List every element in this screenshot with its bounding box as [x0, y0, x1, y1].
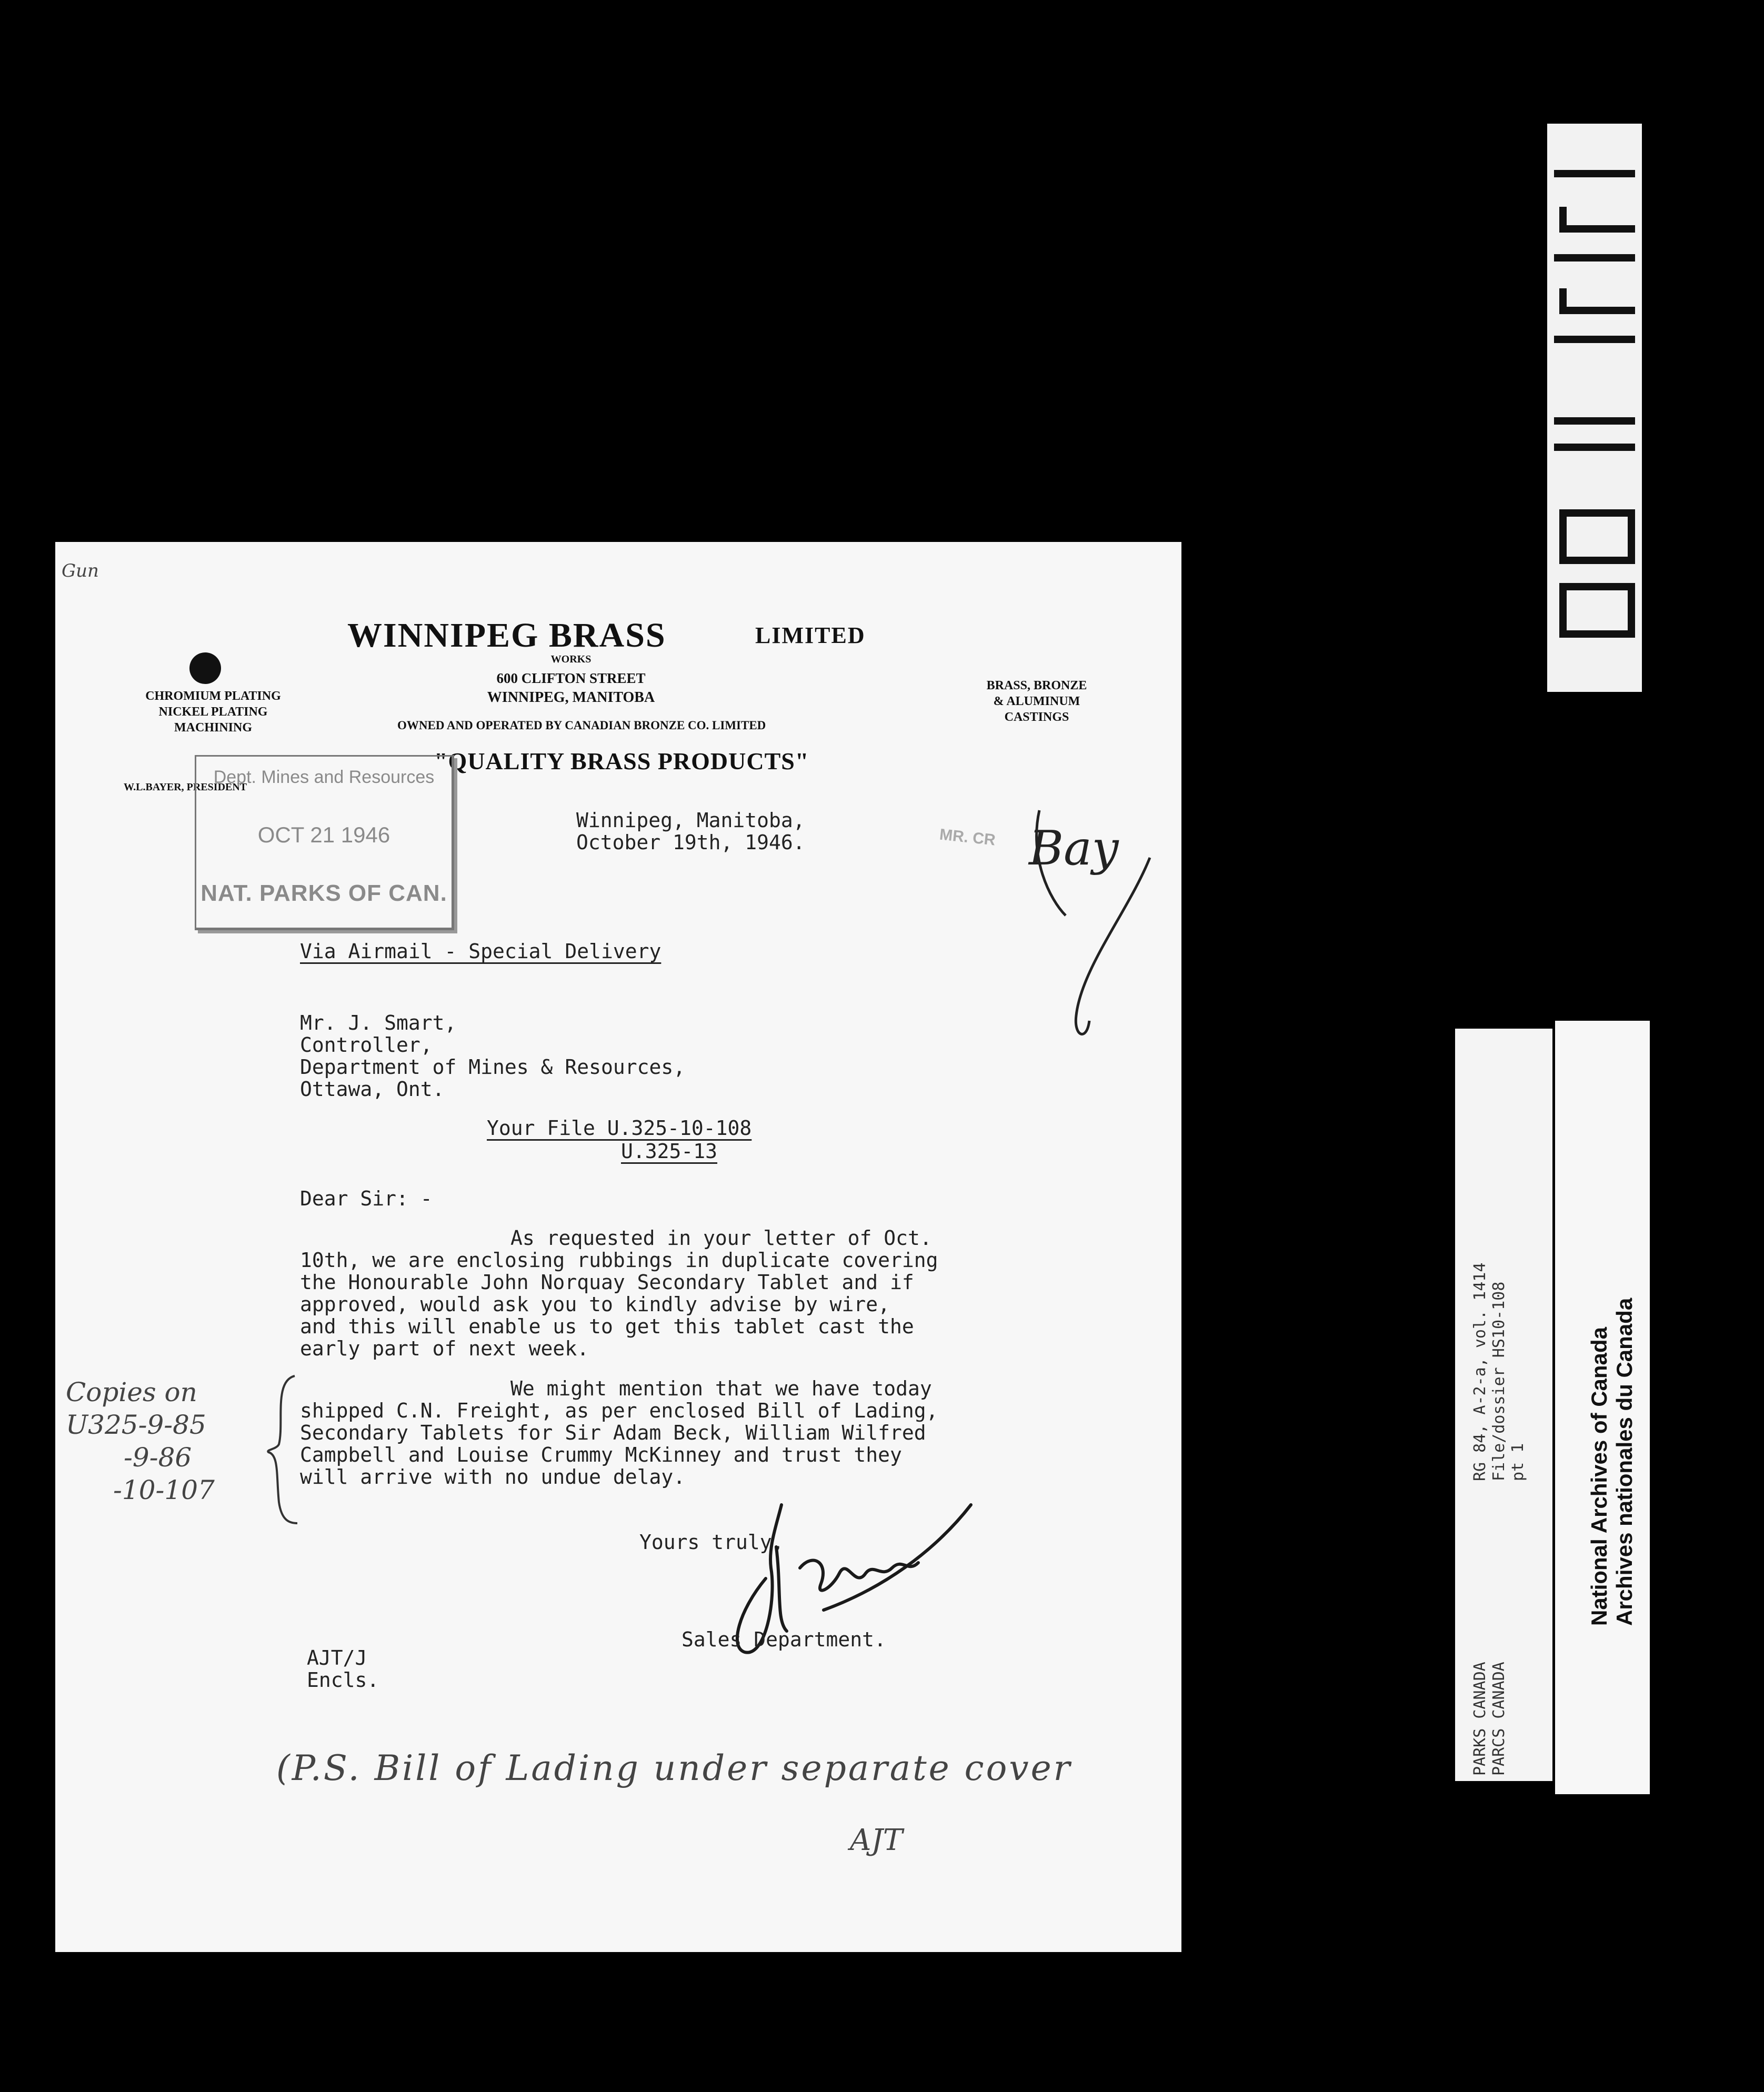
postscript-initials: AJT [850, 1823, 903, 1857]
closing: Yours truly, [639, 1531, 784, 1554]
para2-line-3: Secondary Tablets for Sir Adam Beck, William Wilfred [300, 1421, 926, 1444]
typist-initials: AJT/J [307, 1646, 367, 1669]
parks-fr: PARCS CANADA [1490, 1662, 1508, 1776]
right-services [950, 678, 1124, 725]
handwritten-margin-notes [66, 1376, 215, 1506]
margin-note-1: Copies on [66, 1377, 197, 1407]
company-limited: LIMITED [755, 622, 866, 648]
owned-by-line: OWNED AND OPERATED BY CANADIAN BRONZE CO. LIMITED [397, 719, 766, 732]
works-label: WORKS [550, 653, 592, 665]
right-service-1: BRASS, BRONZE [986, 679, 1087, 692]
parks-en: PARKS CANADA [1471, 1662, 1489, 1776]
archives-fr: Archives nationales du Canada [1612, 1298, 1637, 1626]
postscript: (P.S. Bill of Lading under separate cover [276, 1748, 1073, 1788]
archives-en: National Archives of Canada [1587, 1327, 1611, 1626]
letter-date: October 19th, 1946. [576, 831, 805, 854]
file-reference-2: U.325-13 [621, 1140, 718, 1163]
salutation: Dear Sir: - [300, 1187, 433, 1210]
stamp-dept: Dept. Mines and Resources [213, 767, 435, 787]
initial-flourish [1018, 794, 1176, 1058]
right-service-2: & ALUMINUM [993, 695, 1080, 708]
department: Sales Department. [681, 1628, 886, 1651]
margin-note-2: U325-9-85 [66, 1410, 206, 1440]
recipient-block [300, 1012, 685, 1100]
left-service-1: CHROMIUM PLATING [145, 689, 281, 703]
right-service-3: CASTINGS [1004, 710, 1069, 724]
letter-page [55, 542, 1181, 1952]
archives-name-strip [1555, 1021, 1650, 1794]
margin-note-top: Gun [62, 560, 99, 581]
margin-note-3: -9-86 [124, 1442, 192, 1473]
para1-line-1: As requested in your letter of Oct. [510, 1226, 932, 1250]
stamp-parks: NAT. PARKS OF CAN. [201, 880, 447, 906]
left-service-2: NICKEL PLATING [158, 705, 268, 719]
street-address: 600 CLIFTON STREET [496, 670, 646, 686]
handwritten-initial: Bay [1029, 821, 1119, 876]
president-line: W.L.BAYER, PRESIDENT [124, 781, 247, 793]
ref-line-3: pt 1 [1509, 1443, 1527, 1481]
para1-line-3: the Honourable John Norquay Secondary Tablet and if [300, 1271, 914, 1294]
ref-line-2: File/dossier HS10-108 [1490, 1281, 1508, 1481]
paragraph-2 [300, 1377, 938, 1488]
recipient-line-2: Controller, [300, 1033, 433, 1057]
received-stamp [195, 755, 454, 930]
archive-reference-strip [1455, 1029, 1552, 1781]
para2-line-1: We might mention that we have today [510, 1377, 932, 1400]
ink-blot [189, 652, 221, 684]
file-reference-1: Your File U.325-10-108 [487, 1117, 752, 1140]
para2-line-5: will arrive with no undue delay. [300, 1465, 686, 1488]
recipient-line-3: Department of Mines & Resources, [300, 1055, 686, 1079]
frame-number-strip [1547, 124, 1642, 692]
para1-line-4: approved, would ask you to kindly advise by wire, [300, 1293, 890, 1316]
paragraph-1 [300, 1227, 938, 1360]
delivery-method: Via Airmail - Special Delivery [300, 940, 662, 963]
city-address: WINNIPEG, MANITOBA [487, 689, 655, 706]
margin-bracket [263, 1371, 305, 1528]
para1-line-5: and this will enable us to get this tablet cast the [300, 1315, 914, 1338]
left-services [118, 688, 308, 736]
para2-line-4: Campbell and Louise Crummy McKinney and trust they [300, 1443, 902, 1466]
letter-place: Winnipeg, Manitoba, [576, 809, 805, 832]
para1-line-2: 10th, we are enclosing rubbings in duplicate covering [300, 1249, 938, 1272]
para2-line-2: shipped C.N. Freight, as per enclosed Bill of Lading, [300, 1399, 938, 1422]
enclosure: Encls. [307, 1668, 379, 1692]
frame-number-glyphs [1547, 124, 1642, 692]
mr-stamp: MR. CR [938, 826, 997, 849]
company-name: WINNIPEG BRASS [347, 616, 666, 655]
slogan: "QUALITY BRASS PRODUCTS" [434, 748, 809, 775]
margin-note-4: -10-107 [113, 1475, 215, 1505]
stamp-date: OCT 21 1946 [257, 822, 390, 847]
ref-line-1: RG 84, A-2-a, vol. 1414 [1471, 1262, 1489, 1481]
para1-line-6: early part of next week. [300, 1337, 589, 1360]
recipient-line-1: Mr. J. Smart, [300, 1011, 457, 1034]
recipient-line-4: Ottawa, Ont. [300, 1078, 445, 1101]
left-service-3: MACHINING [174, 721, 252, 735]
